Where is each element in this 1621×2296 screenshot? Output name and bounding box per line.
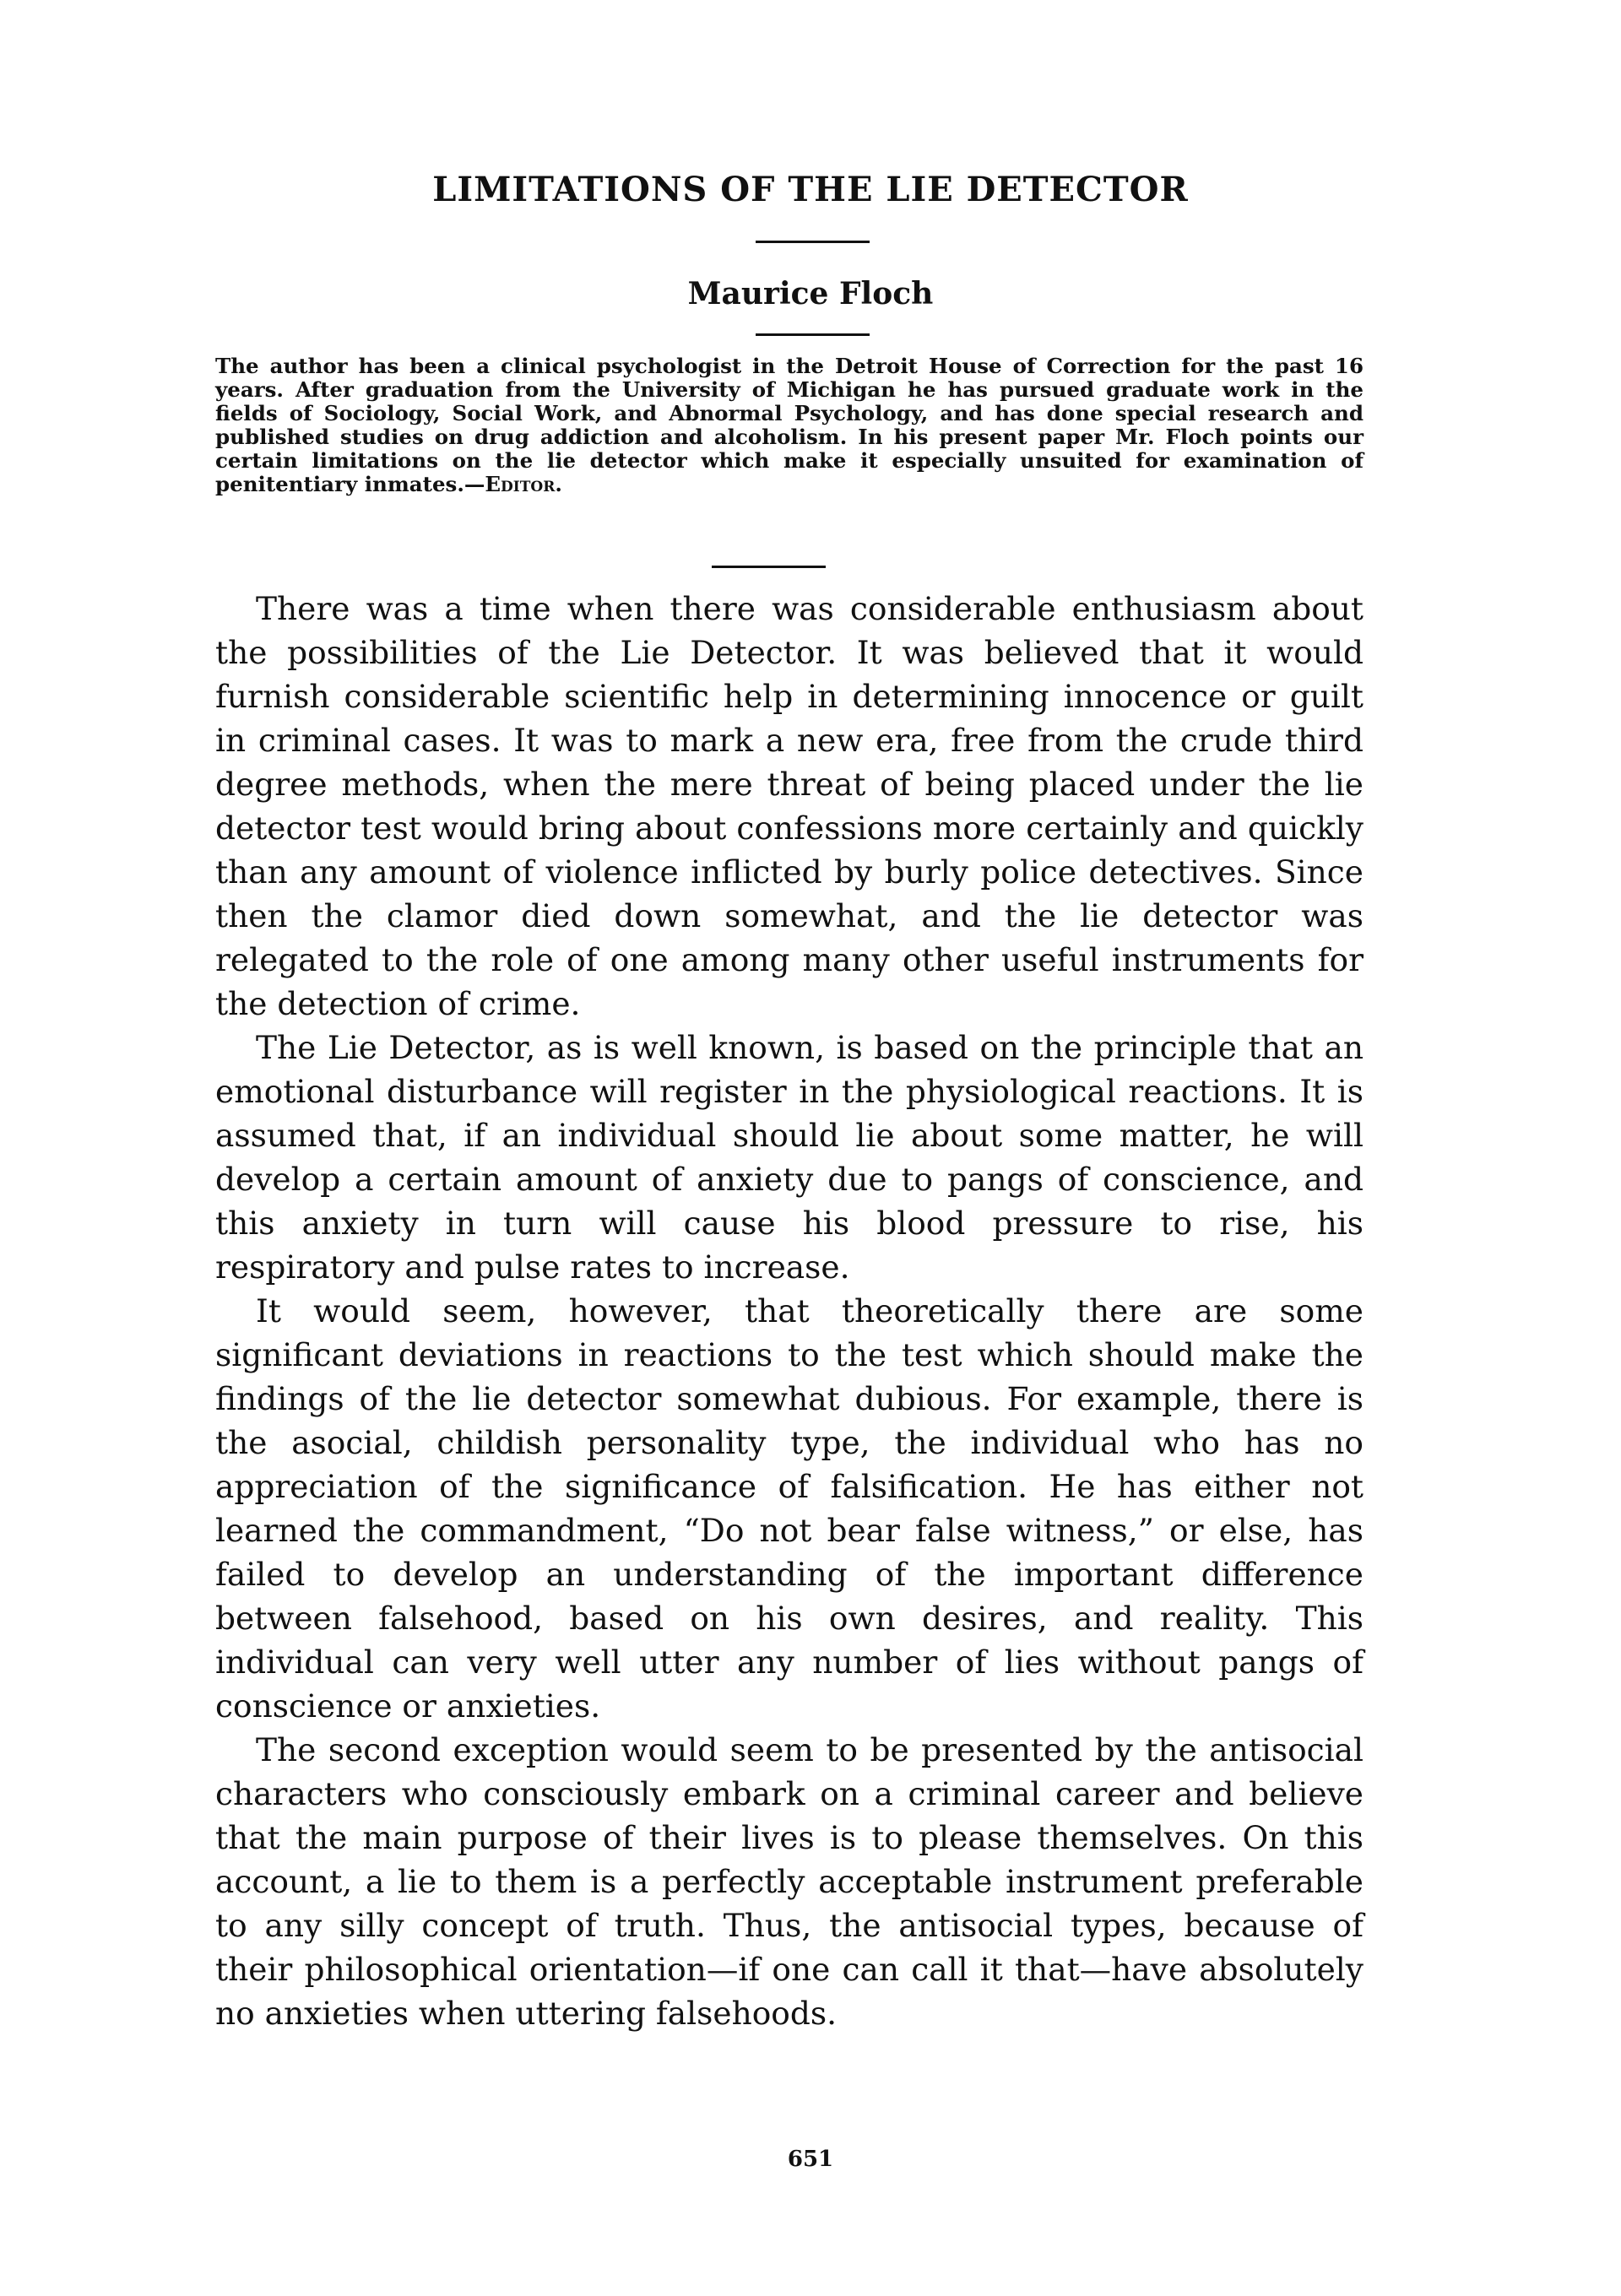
intro-divider: [712, 566, 826, 568]
editor-note: [215, 355, 1363, 496]
author-name: Maurice Floch: [687, 276, 934, 311]
body-paragraph-3: It would seem, however, that theoretically there are some significant deviations in reactions to the test which should make the findings of the lie detector somewhat dubious. For example, there is the asocial, childish personality type, the individual who has no appreciation of the significance of falsification. He has either not learned the commandment, “Do not bear false witness,” or else, has failed to develop an understanding of the important difference between falsehood, based on his own desires, and reality. This individual can very well utter any number of lies without pangs of conscience or anxieties.: [215, 1292, 1363, 1725]
editor-note-text: The author has been a clinical psychologist in the Detroit House of Correction for the past 16 years. After graduation from the University of Michigan he has pursued graduate work in the fields of Sociology, Social Work, and Abnormal Psychology, and has done special research and published studies on drug addiction and alcoholism. In his present paper Mr. Floch points our certain limitations on the lie detector which make it especially unsuited for examination of penitentiary inmates.—: [215, 354, 1363, 496]
editor-signoff: Editor.: [485, 472, 562, 496]
body-paragraph-4: The second exception would seem to be presented by the antisocial characters who consciously embark on a criminal career and believe that the main purpose of their lives is to please themselves. On this account, a lie to them is a perfectly acceptable instrument preferable to any silly concept of truth. Thus, the antisocial types, because of their philosophical orientation—if one can call it that—have absolutely no anxieties when uttering falsehoods.: [215, 1731, 1363, 2032]
article-body: [215, 587, 1363, 2035]
article-title: LIMITATIONS OF THE LIE DETECTOR: [432, 170, 1189, 209]
page-number: 651: [787, 2147, 834, 2172]
body-paragraph-1: There was a time when there was considerable enthusiasm about the possibilities of the Lie Detector. It was believed that it would furnish considerable scientific help in determining innocence or guilt in criminal cases. It was to mark a new era, free from the crude third degree methods, when the mere threat of being placed under the lie detector test would bring about confessions more certainly and quickly than any amount of violence inflicted by burly police detectives. Since then the clamor died down somewhat, and the lie detector was relegated to the role of one among many other useful instruments for the detection of crime.: [215, 590, 1363, 1022]
body-paragraph-2: The Lie Detector, as is well known, is based on the principle that an emotional disturbance will register in the physiological reactions. It is assumed that, if an individual should lie about some matter, he will develop a certain amount of anxiety due to pangs of conscience, and this anxiety in turn will cause his blood pressure to rise, his respiratory and pulse rates to increase.: [215, 1029, 1363, 1286]
author-divider: [756, 333, 870, 336]
title-divider: [756, 241, 870, 243]
